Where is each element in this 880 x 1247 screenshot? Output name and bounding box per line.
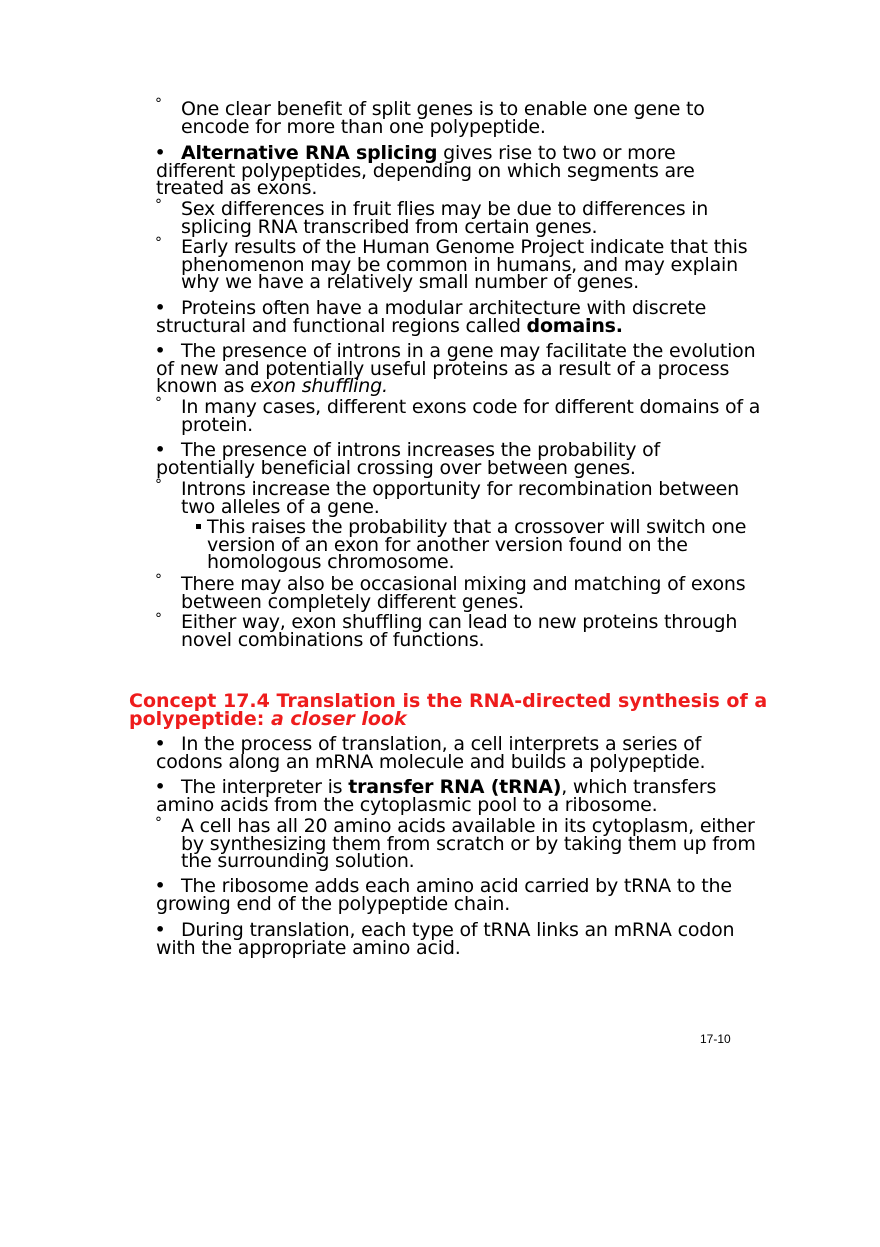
- sub-bullet-marker: °: [155, 197, 162, 213]
- sub-bullet-marker: °: [155, 611, 162, 627]
- bullet-marker: •: [155, 298, 166, 317]
- point-codon-link: [156, 919, 756, 959]
- sub-point-split-genes: One clear benefit of split genes is to enable one gene to encode for more than one polypeptide.: [181, 98, 705, 138]
- sub-bullet-marker: °: [155, 395, 162, 411]
- concept-heading-text: Concept 17.4 Translation is the RNA-directed synthesis of a polypeptide:: [129, 690, 768, 730]
- point-exon-shuffling: [156, 340, 756, 397]
- point-translation-process: [156, 733, 756, 773]
- term-exon-shuffling: exon shuffling.: [250, 375, 388, 397]
- point-text: The presence of introns in a gene may facilitate the evolution of new and potentially useful proteins as a result of a process known as: [156, 340, 756, 397]
- point-alternative-splicing: [156, 142, 756, 199]
- point-domains: [156, 297, 756, 337]
- page-number: 17-10: [700, 1032, 731, 1046]
- point-text: The ribosome adds each amino acid carried by tRNA to the growing end of the polypeptide chain.: [156, 875, 732, 915]
- sub-bullet-marker: °: [155, 815, 162, 831]
- sub-point-human-genome: Early results of the Human Genome Project indicate that this phenomenon may be common in humans, and may explain why we have a relatively small number of genes.: [181, 236, 748, 293]
- sub-sub-bullet-marker: [196, 524, 201, 529]
- sub-bullet-marker: °: [155, 96, 162, 112]
- point-text: The presence of introns increases the probability of potentially beneficial crossing over between genes.: [156, 439, 661, 479]
- point-text: The interpreter is: [181, 776, 349, 798]
- sub-bullet-marker: °: [155, 572, 162, 588]
- sub-point-recombination: Introns increase the opportunity for recombination between two alleles of a gene.: [181, 478, 740, 518]
- bullet-marker: •: [155, 143, 166, 162]
- sub-point-either-way: Either way, exon shuffling can lead to new proteins through novel combinations of functions.: [181, 611, 738, 651]
- point-text: During translation, each type of tRNA links an mRNA codon with the appropriate amino acid.: [156, 919, 735, 959]
- point-trna: [156, 776, 756, 816]
- bullet-marker: •: [155, 734, 166, 753]
- sub-point-mixing-exons: There may also be occasional mixing and matching of exons between completely different genes.: [181, 573, 746, 613]
- point-text: In the process of translation, a cell interprets a series of codons along an mRNA molecule and builds a polypeptide.: [156, 733, 706, 773]
- point-ribosome: [156, 875, 756, 915]
- term-trna: transfer RNA (tRNA): [348, 776, 562, 798]
- point-crossing-over: [156, 439, 756, 479]
- term-alternative-rna-splicing: Alternative RNA splicing: [181, 142, 438, 164]
- bullet-marker: •: [155, 341, 166, 360]
- sub-bullet-marker: °: [155, 477, 162, 493]
- sub-point-amino-acids: A cell has all 20 amino acids available in its cytoplasm, either by synthesizing them from scratch or by taking them up from the surrounding solution.: [181, 815, 756, 872]
- point-text: gives rise to two or more different polypeptides, depending on which segments are treated as exons.: [156, 142, 695, 199]
- bullet-marker: •: [155, 777, 166, 796]
- sub-sub-point-crossover: This raises the probability that a crossover will switch one version of an exon for another version found on the homologous chromosome.: [207, 516, 747, 573]
- sub-point-fruit-flies: Sex differences in fruit flies may be due to differences in splicing RNA transcribed from certain genes.: [181, 198, 709, 238]
- point-text: Proteins often have a modular architecture with discrete structural and functional regions called: [156, 297, 707, 337]
- point-text: , which transfers amino acids from the cytoplasmic pool to a ribosome.: [156, 776, 717, 816]
- term-domains: domains.: [526, 314, 623, 337]
- bullet-marker: •: [155, 440, 166, 459]
- bullet-marker: •: [155, 920, 166, 939]
- bullet-marker: •: [155, 876, 166, 895]
- sub-bullet-marker: °: [155, 235, 162, 251]
- sub-point-domains-exons: In many cases, different exons code for different domains of a protein.: [181, 396, 761, 436]
- concept-heading: [129, 690, 769, 730]
- concept-heading-italic: a closer look: [270, 707, 407, 730]
